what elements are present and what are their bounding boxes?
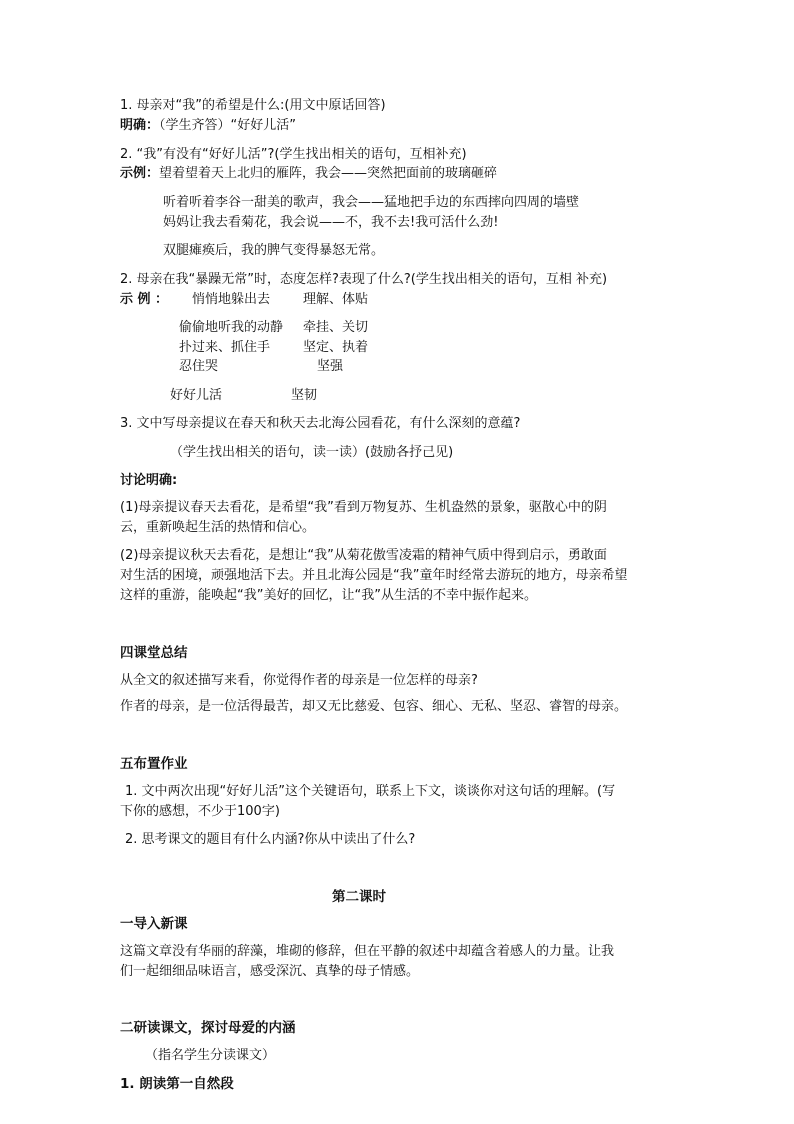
q2-line-2: 妈妈让我去看菊花，我会说——不，我不去!我可活什么劲! <box>163 215 499 230</box>
section4-heading: 四课堂总结 <box>120 645 188 661</box>
q3-row-4-right: 坚强 <box>317 359 344 374</box>
section4-answer: 作者的母亲，是一位活得最苦，却又无比慈爱、包容、细心、无私、坚忍、睿智的母亲。 <box>120 699 628 714</box>
q3-row-4-left: 忍住哭 <box>179 359 219 374</box>
lesson2-intro-line-1: 这篇文章没有华丽的辞藻，堆砌的修辞，但在平静的叙述中却蕴含着感人的力量。让我 <box>120 944 615 959</box>
q3-row-5-right: 坚韧 <box>291 388 318 403</box>
q4-discussion-label: 讨论明确: <box>120 473 178 488</box>
section5-heading: 五布置作业 <box>120 756 188 772</box>
lesson2-instruction: （指名学生分读课文） <box>145 1048 276 1063</box>
q2-question: 2. “我”有没有“好好儿活”?(学生找出相关的语句，互相补充) <box>120 147 467 162</box>
q2-example <box>120 165 497 183</box>
lesson2-intro-line-2: 们一起细细品味语言，感受深沉、真挚的母子情感。 <box>120 964 420 979</box>
q3-example-label: 示 例 ： <box>120 292 169 307</box>
lesson2-heading-1: 一导入新课 <box>120 916 188 932</box>
homework-1-line-2: 下你的感想，不少于100字) <box>120 804 280 819</box>
lesson2-step-1: 1. 朗读第一自然段 <box>120 1076 234 1092</box>
q2-line-1: 听着听着李谷一甜美的歌声，我会——猛地把手边的东西摔向四周的墙壁 <box>163 195 580 210</box>
q4-p2-line-2: 对生活的困境，顽强地活下去。并且北海公园是“我”童年时经常去游玩的地方，母亲希望 <box>120 568 628 583</box>
q4-p1-line-1: (1)母亲提议春天去看花，是希望“我”看到万物复苏、生机盎然的景象，驱散心中的阴 <box>120 500 607 515</box>
homework-1-line-1: 1. 文中两次出现“好好儿活”这个关键语句，联系上下文，谈谈你对这句话的理解。(写 <box>125 784 616 799</box>
q2-line-3: 双腿瘫痪后，我的脾气变得暴怒无常。 <box>163 243 385 258</box>
q4-question: 3. 文中写母亲提议在春天和秋天去北海公园看花，有什么深刻的意蕴? <box>120 416 521 431</box>
q1-answer <box>120 117 296 135</box>
q3-row-2-left: 偷偷地听我的动静 <box>179 320 284 335</box>
lesson2-title: 第二课时 <box>332 889 386 905</box>
section4-question: 从全文的叙述描写来看，你觉得作者的母亲是一位怎样的母亲? <box>120 673 478 688</box>
lesson2-heading-2: 二研读课文，探讨母爱的内涵 <box>120 1020 296 1036</box>
q2-example-label: 示例： <box>120 166 160 181</box>
q4-instruction: （学生找出相关的语句，读一读）(鼓励各抒己见) <box>170 445 454 460</box>
q4-p1-line-2: 云，重新唤起生活的热情和信心。 <box>120 520 316 535</box>
q4-p2-line-3: 这样的重游，能唤起“我”美好的回忆，让“我”从生活的不幸中振作起来。 <box>120 588 537 603</box>
q1-question: 1. 母亲对“我”的希望是什么:(用文中原话回答) <box>120 98 386 113</box>
q3-row-2-right: 牵挂、关切 <box>303 320 369 335</box>
q1-answer-text: （学生齐答）“好好儿活” <box>159 118 296 133</box>
q3-row-1-left: 悄悄地躲出去 <box>192 292 271 307</box>
q3-row-5-left: 好好儿活 <box>170 388 223 403</box>
homework-2: 2. 思考课文的题目有什么内涵?你从中读出了什么? <box>125 832 416 847</box>
q3-row-1-right: 理解、体贴 <box>303 292 369 307</box>
q3-row-3-left: 扑过来、抓住手 <box>179 340 271 355</box>
q1-answer-label: 明确： <box>120 118 160 133</box>
q4-p2-line-1: (2)母亲提议秋天去看花，是想让“我”从菊花傲雪凌霜的精神气质中得到启示，勇敢面 <box>120 548 607 563</box>
q2-example-text: 望着望着天上北归的雁阵，我会——突然把面前的玻璃砸碎 <box>159 166 498 181</box>
q3-row-3-right: 坚定、执着 <box>303 340 369 355</box>
q3-question: 2. 母亲在我“暴躁无常”时，态度怎样?表现了什么?(学生找出相关的语句，互相 补充) <box>120 272 608 287</box>
